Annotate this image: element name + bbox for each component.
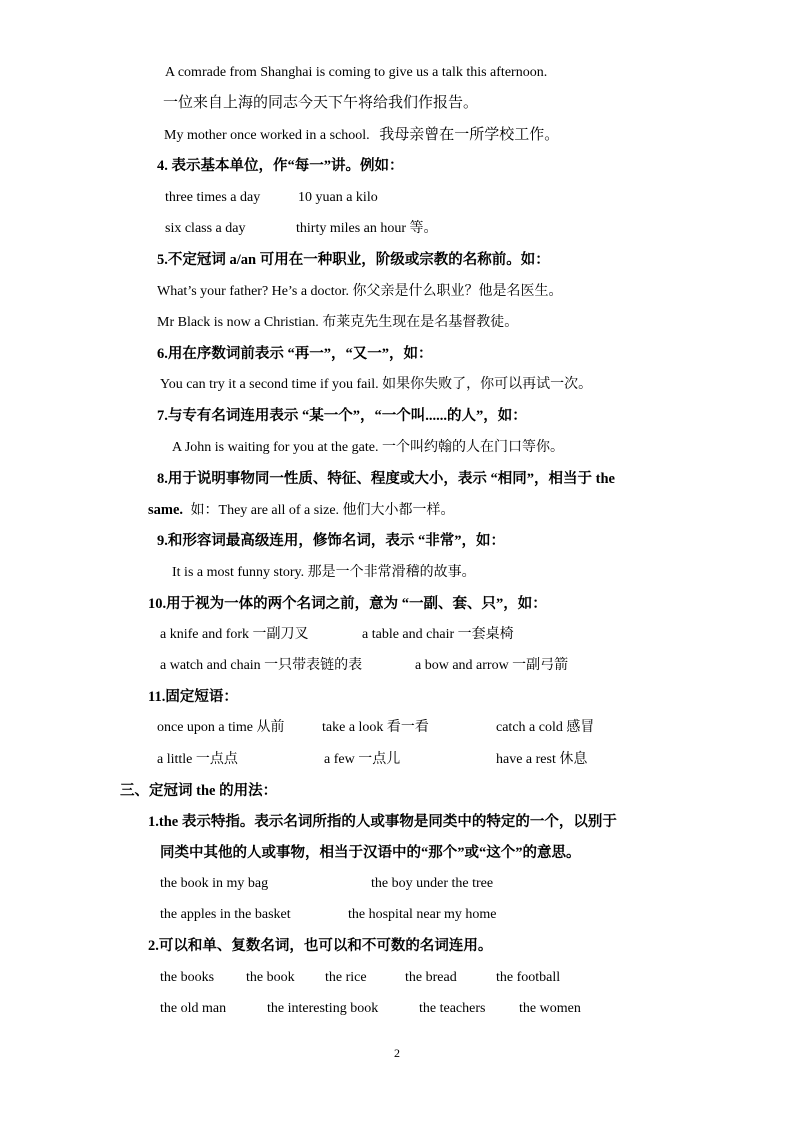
phrase: a few 一点儿 [324,752,401,767]
example: a watch and chain 一只带表链的表 [160,658,363,673]
example: 10 yuan a kilo [298,190,378,205]
section-heading: 2.可以和单、复数名词，也可以和不可数的名词连用。 [148,938,493,954]
chinese-translation: 我母亲曾在一所学校工作。 [379,127,560,143]
phrase: once upon a time 从前 [157,720,285,735]
example: a bow and arrow 一副弓箭 [415,658,569,673]
text-line: A John is waiting for you at the gate. 一个叫约翰的人在门口等你。 [172,440,564,455]
phrase-line [157,719,595,737]
section-heading: 7.与专有名词连用表示 “某一个”，“一个叫......的人”，如： [157,408,527,424]
section-heading: 6.用在序数词前表示 “再一”，“又一”，如： [157,346,433,362]
example-line [165,220,438,238]
phrase-line [157,751,588,769]
example-line [160,906,497,924]
example: a table and chair 一套桌椅 [362,627,514,642]
phrase: catch a cold 感冒 [496,720,595,735]
section-heading: 1.the 表示特指。表示名词所指的人或事物是同类中的特定的一个，以别于 [148,814,617,830]
text-line: It is a most funny story. 那是一个非常滑稽的故事。 [172,565,476,580]
example: the bread [405,970,457,985]
text-line: What’s your father? He’s a doctor. 你父亲是什么职业？他是名医生。 [157,284,563,299]
example: the hospital near my home [348,907,497,922]
text-line: 一位来自上海的同志今天下午将给我们作报告。 [163,95,479,111]
phrase: a little 一点点 [157,752,238,767]
text-line: Mr Black is now a Christian. 布莱克先生现在是名基督教徒。 [157,315,519,330]
example: the apples in the basket [160,907,291,922]
example-line [165,189,378,207]
example: the book [246,970,295,985]
section-heading: 9.和形容词最高级连用，修饰名词，表示 “非常”，如： [157,533,505,549]
section-heading: 11.固定短语： [148,689,238,705]
text-line: A comrade from Shanghai is coming to give us a talk this afternoon. [165,65,548,80]
example: the old man [160,1001,227,1016]
example: 如：They are all of a size. 他们大小都一样。 [190,503,455,518]
section-heading: 10.用于视为一体的两个名词之前，意为 “一副、套、只”，如： [148,596,547,612]
example: the women [519,1001,581,1016]
example: six class a day [165,221,246,236]
section-heading: 8.用于说明事物同一性质、特征、程度或大小，表示 “相同”，相当于 the [157,471,615,487]
example: a knife and fork 一副刀叉 [160,627,309,642]
example-line [160,626,514,644]
example: the boy under the tree [371,876,494,891]
example: the football [496,970,561,985]
phrase: take a look 看一看 [322,720,429,735]
heading-continuation: same. [148,502,184,518]
section-heading: 同类中其他的人或事物，相当于汉语中的“那个”或“这个”的意思。 [160,845,581,861]
text-line [148,501,455,520]
english-sentence: My mother once worked in a school. [164,128,370,143]
phrase: have a rest 休息 [496,752,588,767]
example: the books [160,970,215,985]
example-line [160,1000,581,1018]
text-line [164,126,559,145]
section-heading: 5.不定冠词 a/an 可用在一种职业，阶级或宗教的名称前。如： [157,252,550,268]
text-line: You can try it a second time if you fail. 如果你失败了，你可以再试一次。 [160,377,593,392]
example: three times a day [165,190,261,205]
section-heading: 4. 表示基本单位，作“每一”讲。例如： [157,158,404,174]
example: the book in my bag [160,876,269,891]
chapter-heading: 三、定冠词 the 的用法： [120,783,278,799]
example-line [160,969,561,987]
example-line [160,657,569,675]
example: the interesting book [267,1001,379,1016]
page-number: 2 [394,1046,400,1060]
example: the rice [325,970,367,985]
example-line [160,875,494,893]
example: the teachers [419,1001,486,1016]
example: thirty miles an hour 等。 [296,221,438,236]
